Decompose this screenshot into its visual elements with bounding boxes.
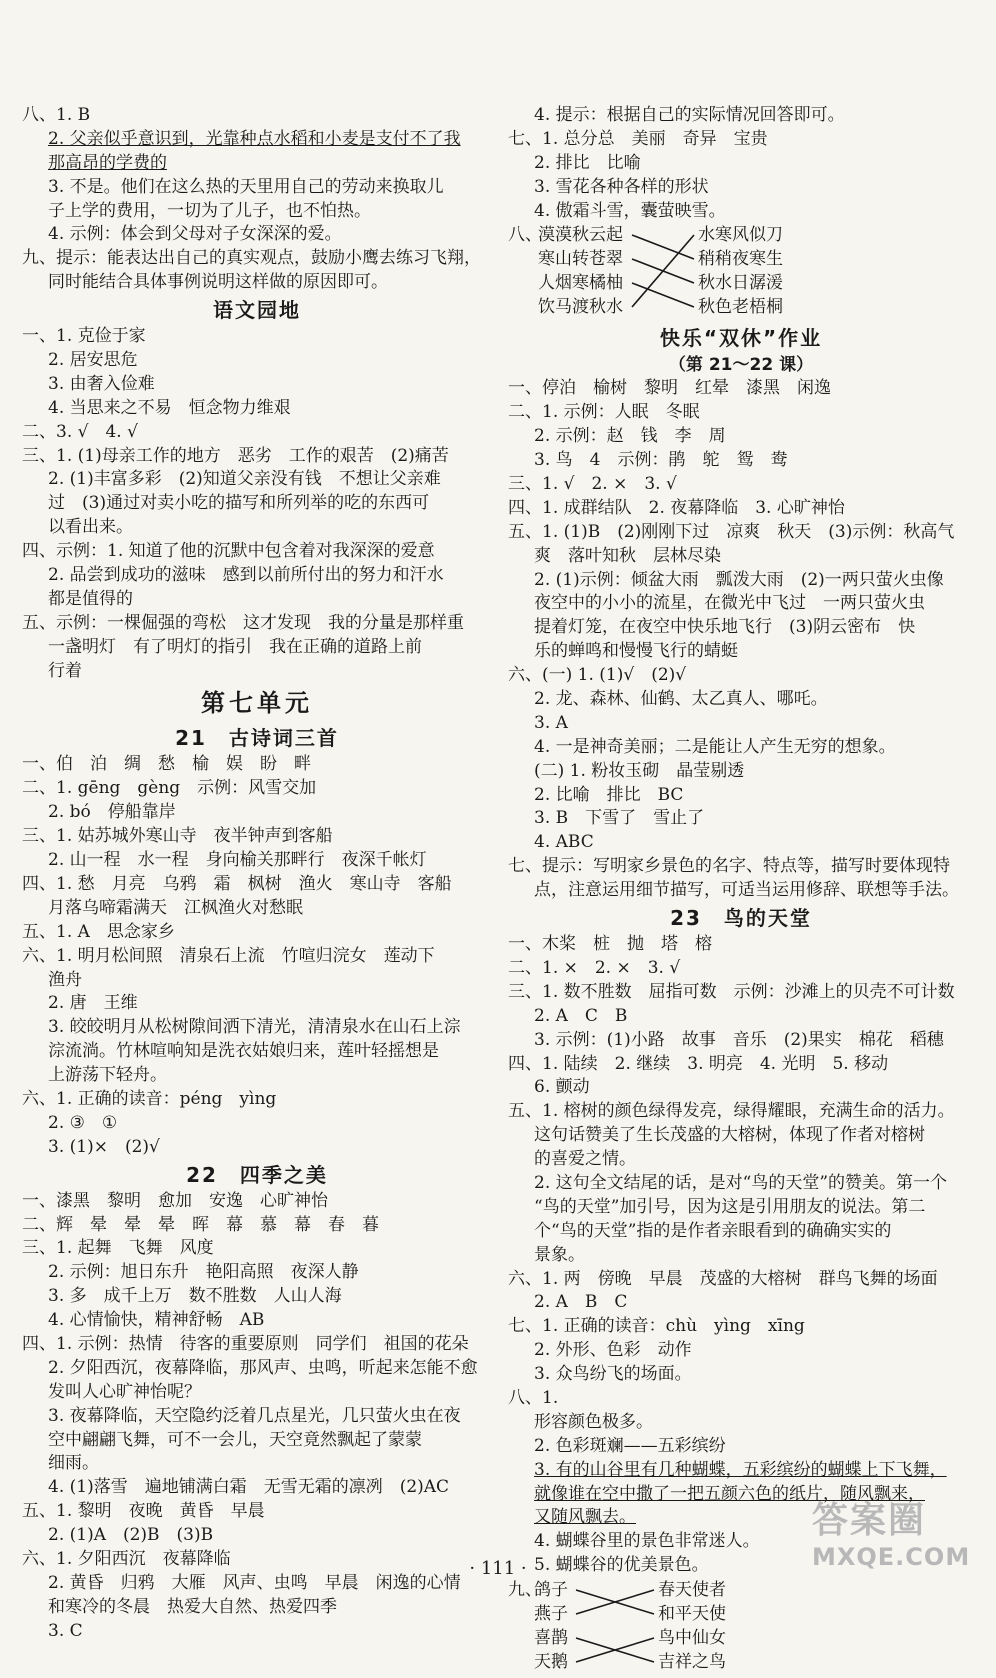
answer-line: 2. bó 停船靠岸 xyxy=(48,802,176,823)
answer-line: 3. C xyxy=(48,1620,83,1641)
matching-right-item: 秋色老梧桐 xyxy=(698,297,783,318)
answer-line: 这句话赞美了生长茂盛的大榕树，体现了作者对榕树 xyxy=(534,1125,925,1146)
answer-line: 五、1. A 思念家乡 xyxy=(22,921,175,942)
answer-line: 都是值得的 xyxy=(48,588,133,609)
answer-line: 景象。 xyxy=(534,1244,585,1265)
answer-line: 二、1. × 2. × 3. √ xyxy=(508,957,681,978)
right-section-b xyxy=(508,323,974,1578)
answer-line: 二、1. 示例：人眠 冬眠 xyxy=(508,402,700,423)
answer-line: 2. 这句全文结尾的话，是对“鸟的天堂”的赞美。第一个 xyxy=(534,1172,948,1193)
answer-line: 一、伯 泊 绸 愁 榆 娱 盼 畔 xyxy=(22,754,311,775)
answer-line: 2. (1)示例：倾盆大雨 瓢泼大雨 (2)一两只萤火虫像 xyxy=(534,569,944,590)
answer-line: 2. 唐 王维 xyxy=(48,993,138,1014)
answer-line: 2. 外形、色彩 动作 xyxy=(534,1340,692,1361)
watermark-text-bottom: MXQE.COM xyxy=(812,1543,971,1571)
matching-right-item: 春天使者 xyxy=(658,1580,726,1601)
answer-line: 3. (1)× (2)√ xyxy=(48,1136,160,1157)
answer-line: 4. 示例：体会到父母对子女深深的爱。 xyxy=(48,224,342,245)
section-title: 语文园地 xyxy=(213,298,301,323)
section-title: 快乐“双休”作业 xyxy=(659,326,823,351)
answer-line: 3. 夜幕降临，天空隐约泛着几点星光，几只萤火虫在夜 xyxy=(48,1405,461,1426)
matching-lines xyxy=(508,1578,974,1678)
matching-left-item: 人烟寒橘柚 xyxy=(538,273,623,294)
poem-matching-exercise xyxy=(508,223,974,323)
answer-line: 二、辉 晕 晕 晕 晖 幕 慕 幕 春 暮 xyxy=(22,1214,379,1235)
answer-line: 一盏明灯 有了明灯的指引 我在正确的道路上前 xyxy=(48,636,422,657)
right-section-a xyxy=(508,104,974,223)
answer-line: 六、(一) 1. (1)√ (2)√ xyxy=(508,665,687,686)
matching-left-item: 燕子 xyxy=(534,1604,568,1625)
answer-line: 以看出来。 xyxy=(48,517,133,538)
right-column xyxy=(508,104,974,1678)
answer-line: 四、示例：1. 知道了他的沉默中包含着对我深深的爱意 xyxy=(22,541,435,562)
answer-line: 个“鸟的天堂”指的是作者亲眼看到的确确实实的 xyxy=(534,1220,892,1241)
answer-line: 一、1. 克俭于家 xyxy=(22,326,146,347)
answer-line: 2. A C B xyxy=(534,1005,628,1026)
answer-line: 2. 居安思危 xyxy=(48,350,138,371)
section-title: 22 四季之美 xyxy=(186,1162,328,1187)
answer-line: 过 (3)通过对卖小吃的描写和所列举的吃的东西可 xyxy=(48,493,430,514)
matching-right-item: 稍稍夜寒生 xyxy=(698,249,783,270)
watermark-logo xyxy=(812,1500,982,1586)
answer-line: 2. (1)A (2)B (3)B xyxy=(48,1525,214,1546)
answer-line: 八、1. B xyxy=(22,105,91,125)
matching-left-item: 寒山转苍翠 xyxy=(538,249,623,270)
matching-right-item: 吉祥之鸟 xyxy=(658,1652,726,1673)
answer-line: 4. 心情愉快，精神舒畅 AB xyxy=(48,1310,265,1331)
answer-line: 2. ③ ① xyxy=(48,1112,118,1133)
answer-line: 4. 傲霜斗雪，囊萤映雪。 xyxy=(534,200,726,221)
answer-line: 2. A B C xyxy=(534,1292,628,1313)
section-subtitle: （第 21～22 课） xyxy=(668,355,814,376)
section-title: 23 鸟的天堂 xyxy=(670,906,812,931)
answer-line: 3. 雪花各种各样的形状 xyxy=(534,176,709,197)
answer-line: 2. 父亲似乎意识到，光靠种点水稻和小麦是支付不了我 xyxy=(48,128,461,149)
answer-line: 3. 有的山谷里有几种蝴蝶，五彩缤纷的蝴蝶上下飞舞， xyxy=(534,1459,947,1480)
answer-line: 六、1. 两 傍晚 早晨 茂盛的大榕树 群鸟飞舞的场面 xyxy=(508,1268,938,1289)
answer-line: 提着灯笼，在夜空中快乐地飞行 (3)阴云密布 快 xyxy=(534,617,916,638)
answer-line: 一、停泊 榆树 黎明 红晕 漆黑 闲逸 xyxy=(508,378,831,399)
answer-line: 二、1. gēng gèng 示例：风雪交加 xyxy=(22,778,317,799)
answer-line: 一、漆黑 黎明 愈加 安逸 心旷神怡 xyxy=(22,1190,328,1211)
matching-right-item: 鸟中仙女 xyxy=(658,1628,726,1649)
answer-line: 3. 众鸟纷飞的场面。 xyxy=(534,1364,692,1385)
answer-line: 2. 夕阳西沉，夜幕降临，那风声、虫鸣，听起来怎能不愈 xyxy=(48,1357,478,1378)
answer-line: 七、1. 正确的读音：chù yìng xīng xyxy=(508,1316,805,1337)
answer-line: 4. 提示：根据自己的实际情况回答即可。 xyxy=(534,105,845,125)
answer-line: 同时能结合具体事例说明这样做的原因即可。 xyxy=(48,272,388,293)
answer-line: 五、1. 黎明 夜晚 黄昏 早晨 xyxy=(22,1501,265,1522)
answer-line: 五、1. 榕树的颜色绿得发亮，绿得耀眼，充满生命的活力。 xyxy=(508,1101,955,1122)
matching-left-item: 鸽子 xyxy=(534,1580,568,1601)
answer-line: 2. 龙、森林、仙鹤、太乙真人、哪吒。 xyxy=(534,689,828,710)
answer-line: 六、1. 正确的读音：péng yìng xyxy=(22,1088,277,1109)
answer-line: (二) 1. 粉妆玉砌 晶莹剔透 xyxy=(534,760,745,781)
matching-prefix: 九、 xyxy=(508,1580,542,1601)
answer-line: 爽 落叶知秋 层林尽染 xyxy=(534,545,721,566)
answer-line: 2. (1)丰富多彩 (2)知道父亲没有钱 不想让父亲难 xyxy=(48,469,441,490)
answer-line: 3. 示例：(1)小路 故事 音乐 (2)果实 棉花 稻穗 xyxy=(534,1029,944,1050)
answer-line: 五、1. (1)B (2)刚刚下过 凉爽 秋天 (3)示例：秋高气 xyxy=(508,521,955,542)
answer-line: 2. 比喻 排比 BC xyxy=(534,784,684,805)
answer-line: 二、3. √ 4. √ xyxy=(22,421,138,442)
answer-line: 七、1. 总分总 美丽 奇异 宝贵 xyxy=(508,128,768,149)
answer-line: 四、1. 愁 月亮 乌鸦 霜 枫树 渔火 寒山寺 客船 xyxy=(22,873,452,894)
answer-line: 九、提示：能表达出自己的真实观点，鼓励小鹰去练习飞翔， xyxy=(22,248,481,269)
answer-line: 4. ABC xyxy=(534,832,594,853)
matching-right-item: 秋水日潺湲 xyxy=(698,273,783,294)
answer-line: 六、1. 夕阳西沉 夜幕降临 xyxy=(22,1548,231,1569)
answer-line: 四、1. 示例：热情 待客的重要原则 同学们 祖国的花朵 xyxy=(22,1333,469,1354)
answer-line: 点，注意运用细节描写，可适当运用修辞、联想等手法。 xyxy=(534,880,959,901)
answer-line: 三、1. 姑苏城外寒山寺 夜半钟声到客船 xyxy=(22,826,333,847)
answer-line: 八、1. xyxy=(508,1387,559,1408)
answer-line: 2. 示例：赵 钱 李 周 xyxy=(534,426,726,447)
matching-prefix: 八、 xyxy=(508,225,542,246)
answer-line: 4. 当思来之不易 恒念物力维艰 xyxy=(48,397,291,418)
answer-line: 上游荡下轻舟。 xyxy=(48,1065,167,1086)
answer-line: 的喜爱之情。 xyxy=(534,1149,636,1170)
answer-line: 三、1. (1)母亲工作的地方 恶劣 工作的艰苦 (2)痛苦 xyxy=(22,445,449,466)
answer-line: 和寒冷的冬晨 热爱大自然、热爱四季 xyxy=(48,1596,337,1617)
answer-line: 4. 蝴蝶谷里的景色非常迷人。 xyxy=(534,1531,760,1552)
answer-line: 3. 由奢入俭难 xyxy=(48,373,155,394)
matching-left-item: 天鹅 xyxy=(534,1652,568,1673)
answer-line: 四、1. 陆续 2. 继续 3. 明亮 4. 光明 5. 移动 xyxy=(508,1053,889,1074)
answer-line: 行着 xyxy=(48,660,82,681)
answer-line: 七、提示：写明家乡景色的名字、特点等，描写时要体现特 xyxy=(508,856,950,877)
matching-left-item: 喜鹊 xyxy=(534,1628,568,1649)
answer-line: 2. 品尝到成功的滋味 感到以前所付出的努力和汗水 xyxy=(48,565,444,586)
answer-line: 五、示例：一棵倔强的弯松 这才发现 我的分量是那样重 xyxy=(22,612,464,633)
answer-line: “鸟的天堂”加引号，因为这是引用朋友的说法。第二 xyxy=(534,1196,926,1217)
answer-line: 2. 示例：旭日东升 艳阳高照 夜深人静 xyxy=(48,1262,359,1283)
answer-line: 三、1. 起舞 飞舞 风度 xyxy=(22,1238,214,1259)
answer-line: 4. 一是神奇美丽；二是能让人产生无穷的想象。 xyxy=(534,736,896,757)
answer-line: 3. 鸟 4 示例：鹃 鸵 鸳 鸯 xyxy=(534,450,788,471)
answer-line: 6. 颤动 xyxy=(534,1077,590,1098)
answer-line: 3. B 下雪了 雪止了 xyxy=(534,808,705,829)
answer-line: 夜空中的小小的流星，在微光中飞过 一两只萤火虫 xyxy=(534,593,925,614)
answer-line: 3. A xyxy=(534,712,568,733)
answer-line: 2. 排比 比喻 xyxy=(534,152,641,173)
answer-line: 2. 黄昏 归鸦 大雁 风声、虫鸣 早晨 闲逸的心情 xyxy=(48,1572,461,1593)
answer-line: 月落乌啼霜满天 江枫渔火对愁眠 xyxy=(48,897,303,918)
answer-line: 2. 山一程 水一程 身向榆关那畔行 夜深千帐灯 xyxy=(48,850,427,871)
answer-line: 2. 色彩斑斓——五彩缤纷 xyxy=(534,1435,726,1456)
answer-line: 四、1. 成群结队 2. 夜幕降临 3. 心旷神怡 xyxy=(508,497,845,518)
answer-line: 3. 皎皎明月从松树隙间洒下清光，清清泉水在山石上淙 xyxy=(48,1017,461,1038)
page-number: · 111 · xyxy=(469,1558,527,1579)
answer-line: 5. 蝴蝶谷的优美景色。 xyxy=(534,1555,709,1576)
answer-line: 发叫人心旷神怡呢？ xyxy=(48,1381,201,1402)
answer-line: 一、木桨 桩 抛 塔 榕 xyxy=(508,934,712,955)
answer-line: 细雨。 xyxy=(48,1453,99,1474)
unit-title: 第七单元 xyxy=(201,689,313,718)
watermark-text-top: 答案圈 xyxy=(812,1500,927,1541)
answer-line: 形容颜色极多。 xyxy=(534,1411,653,1432)
answer-line: 乐的蝉鸣和慢慢飞行的蜻蜓 xyxy=(534,641,738,662)
answer-line: 就像谁在空中撒了一把五颜六色的纸片，随风飘来， xyxy=(534,1483,925,1504)
matching-right-item: 和平天使 xyxy=(658,1604,726,1625)
answer-line: 渔舟 xyxy=(48,969,82,990)
answer-line: 3. 不是。他们在这么热的天里用自己的劳动来换取儿 xyxy=(48,176,444,197)
section-title: 21 古诗词三首 xyxy=(175,726,339,751)
left-column xyxy=(22,104,492,1644)
answer-line: 三、1. 数不胜数 屈指可数 示例：沙滩上的贝壳不可计数 xyxy=(508,981,955,1002)
matching-right-item: 水寒风似刀 xyxy=(698,225,783,246)
matching-connector-line xyxy=(632,235,694,307)
answer-line: 六、1. 明月松间照 清泉石上流 竹喧归浣女 莲动下 xyxy=(22,945,435,966)
answer-line: 3. 多 成千上万 数不胜数 人山人海 xyxy=(48,1286,342,1307)
answer-line: 子上学的费用，一切为了儿子，也不怕热。 xyxy=(48,200,371,221)
bird-matching-exercise xyxy=(508,1578,974,1678)
answer-line: 那高昂的学费的 xyxy=(48,152,167,173)
answer-line: 空中翩翩飞舞，可不一会儿，天空竟然飘起了蒙蒙 xyxy=(48,1429,422,1450)
answer-line: 淙流淌。竹林喧响知是洗衣姑娘归来，莲叶轻摇想是 xyxy=(48,1041,439,1062)
matching-lines xyxy=(508,223,974,323)
answer-line: 三、1. √ 2. × 3. √ xyxy=(508,474,677,495)
answer-line: 又随风飘去。 xyxy=(534,1507,636,1528)
answer-line: 4. (1)落雪 遍地铺满白霜 无雪无霜的凛冽 (2)AC xyxy=(48,1477,450,1498)
matching-left-item: 饮马渡秋水 xyxy=(538,297,623,318)
matching-left-item: 漠漠秋云起 xyxy=(538,225,623,246)
